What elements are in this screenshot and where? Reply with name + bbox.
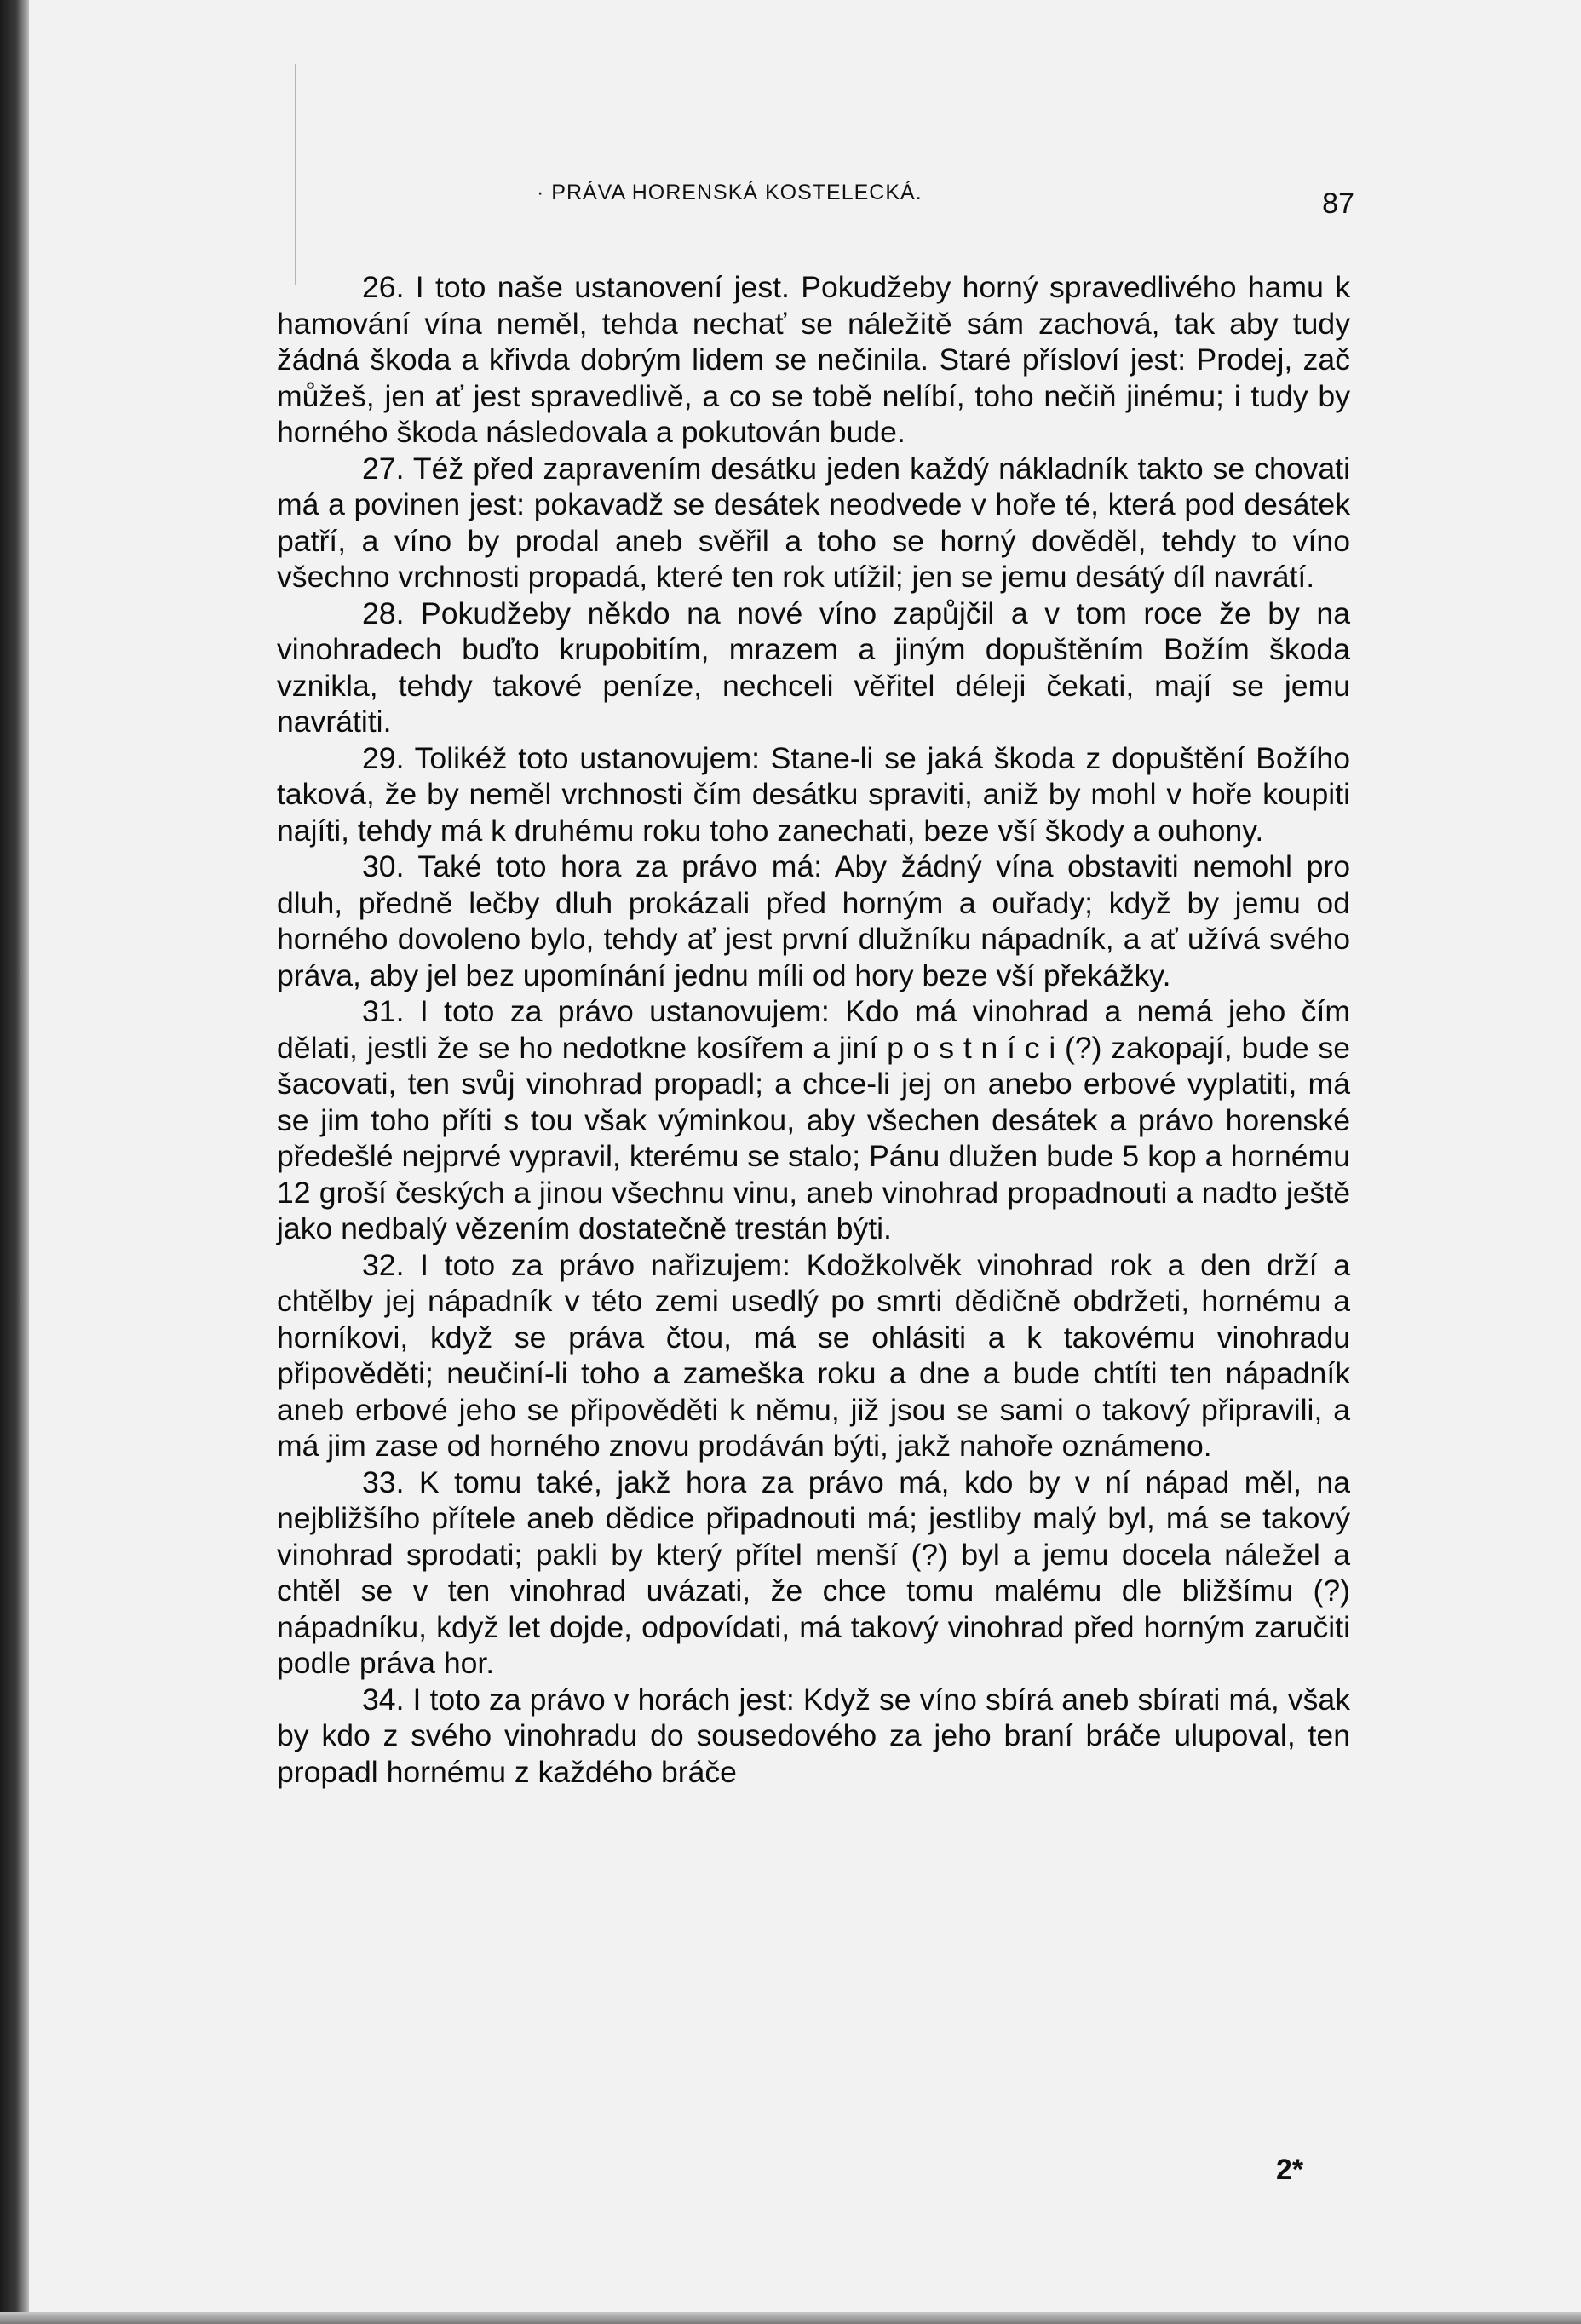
- running-title: · PRÁVA HORENSKÁ KOSTELECKÁ.: [537, 181, 923, 204]
- paragraph-27: 27. Též před zapravením desátku jeden každý nákladník takto se chovati má a povinen jest: pokavadž se desátek neodvede v hoře té, která pod desátek patří, a víno by prodal aneb svěřil a toho se horný dověděl, tehdy to víno všechno vrchnosti propadá, které ten rok utížil; jen se jemu desátý díl navrátí.: [277, 451, 1350, 594]
- paragraph-34: 34. I toto za právo v horách jest: Když se víno sbírá aneb sbírati má, však by kdo z svého vinohradu do sousedového za jeho braní bráče ulupoval, ten propadl hornému z každého bráče: [277, 1682, 1350, 1789]
- paragraph-30: 30. Také toto hora za právo má: Aby žádný vína obstaviti nemohl pro dluh, předně lečby dluh prokázali před horným a ouřady; když by jemu od horného dovoleno bylo, tehdy ať jest první dlužníku nápadník, a ať užívá svého práva, aby jel bez upomínání jednu míli od hory beze vší překážky.: [277, 849, 1350, 992]
- margin-pencil-line: [295, 64, 296, 285]
- paragraph-32: 32. I toto za právo nařizujem: Kdožkolvěk vinohrad rok a den drží a chtělby jej nápadník v této zemi usedlý po smrti dědičně obdržeti, hornému a horníkovi, když se práva čtou, má se ohlásiti a k takovému vinohradu připověděti; neučiní-li toho a zameška roku a dne a bude chtíti ten nápadník aneb erbové jeho se připověděti k němu, již jsou se sami o takový připravili, a má jim zase od horného znovu prodáván býti, jakž nahoře oznámeno.: [277, 1247, 1350, 1463]
- paragraph-28: 28. Pokudžeby někdo na nové víno zapůjčil a v tom roce že by na vinohradech buďto krupobitím, mrazem a jiným dopuštěním Božím škoda vznikla, tehdy takové peníze, nechceli věřitel déleji čekati, mají se jemu navrátiti.: [277, 595, 1350, 739]
- page-number: 87: [1322, 187, 1354, 220]
- paragraph-31: 31. I toto za právo ustanovujem: Kdo má vinohrad a nemá jeho čím dělati, jestli že se ho nedotkne kosířem a jiní p o s t n í c i (?) zakopají, bude se šacovati, ten svůj vinohrad propadl; a chce-li jej on anebo erbové vyplatiti, má se jim toho příti s tou však výminkou, aby všechen desátek a právo horenské předešlé nejprvé vypravil, kterému se stalo; Pánu dlužen bude 5 kop a hornému 12 groší českých a jinou všechnu vinu, aneb vinohrad propadnouti a nadto ještě jako nedbalý vězením dostatečně trestán býti.: [277, 994, 1350, 1245]
- paragraph-26: 26. I toto naše ustanovení jest. Pokudžeby horný spravedlivého hamu k hamování vína neměl, tehda nechať se náležitě sám zachová, tak aby tudy žádná škoda a křivda dobrým lidem se nečinila. Staré přísloví jest: Prodej, zač můžeš, jen ať jest spravedlivě, a co se tobě nelíbí, toho nečiň jinému; i tudy by horného škoda následovala a pokutován bude.: [277, 270, 1350, 449]
- signature-mark: 2*: [1276, 2154, 1304, 2186]
- scan-bottom-edge: [0, 2312, 1581, 2324]
- page-header: [537, 174, 1354, 225]
- body-text: [277, 269, 1350, 1790]
- paragraph-33: 33. K tomu také, jakž hora za právo má, kdo by v ní nápad měl, na nejbližšího přítele aneb dědice připadnouti má; jestliby malý byl, má se takový vinohrad sprodati; pakli by který přítel menší (?) byl a jemu docela náležel a chtěl se v ten vinohrad uvázati, že chce tomu malému dle bližšímu (?) nápadníku, když let dojde, odpovídati, má takový vinohrad před horným zaručiti podle práva hor.: [277, 1464, 1350, 1680]
- scan-binding-edge: [0, 0, 29, 2324]
- paragraph-29: 29. Tolikéž toto ustanovujem: Stane-li se jaká škoda z dopuštění Božího taková, že by neměl vrchnosti čím desátku spraviti, aniž by mohl v hoře koupiti najíti, tehdy má k druhému roku toho zanechati, beze vší škody a ouhony.: [277, 740, 1350, 848]
